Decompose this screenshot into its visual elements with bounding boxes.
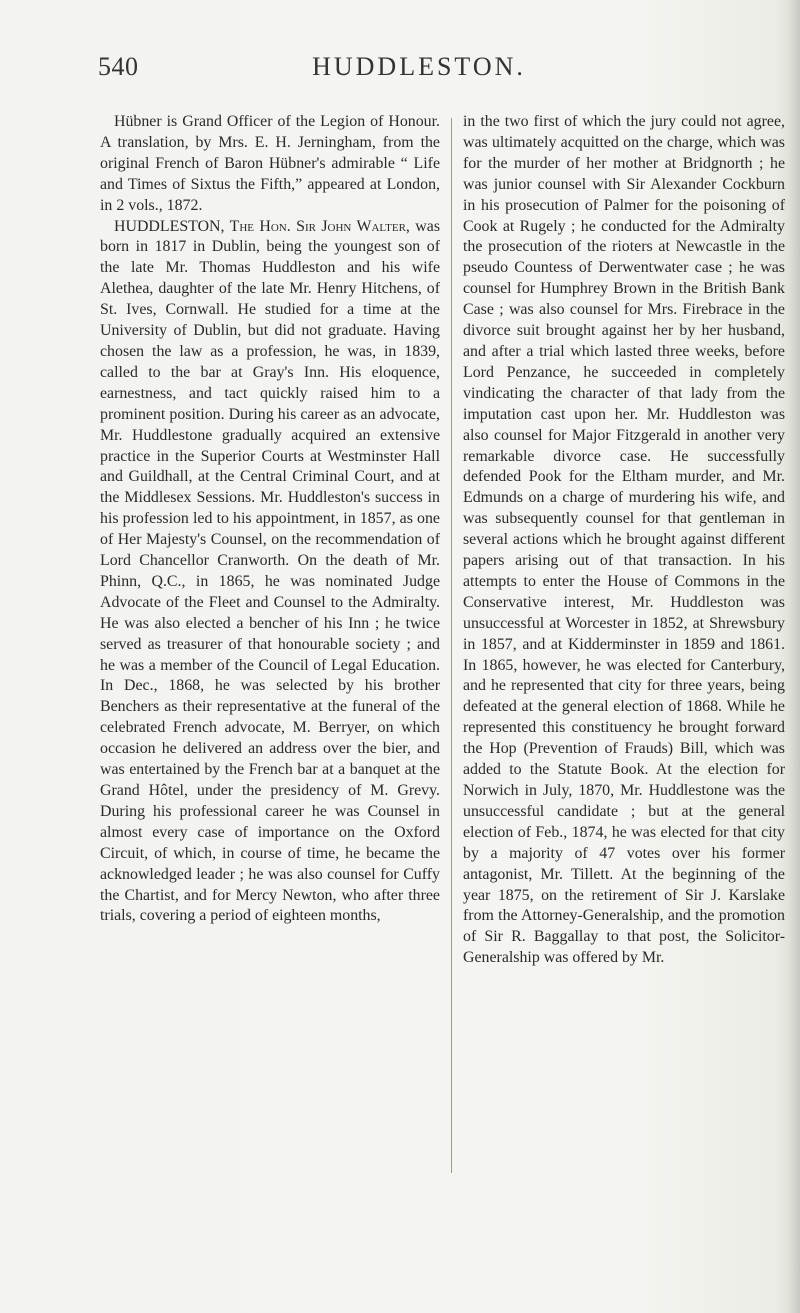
entry-huddleston-continued: in the two first of which the jury could not agree, was ultimately acquitted on the charge, which was for the murder of her mother at Bridgnorth ; he was junior counsel with Sir Alexander Cockburn in his prosecution of Palmer for the poisoning of Cook at Rugely ; he conducted for the Admiralty the prosecution of the rioters at Newcastle in the pseudo Countess of Derwentwater case ; he was counsel for Humphrey Brown in the British Bank Case ; was also counsel for Mrs. Firebrace in the divorce suit brought against her by her husband, and after a trial which lasted three weeks, before Lord Penzance, he succeeded in completely vindicating the character of that lady from the imputation cast upon her. Mr. Huddleston was also counsel for Major Fitzgerald in another very remarkable divorce case. He successfully defended Pook for the Eltham murder, and Mr. Edmunds on a charge of murdering his wife, and was subsequently counsel for that gentleman in several actions which he brought against different papers arising out of that transaction. In his attempts to enter the House of Commons in the Conservative interest, Mr. Huddleston was unsuccessful at Worcester in 1852, at Shrewsbury in 1857, and at Kidderminster in 1859 and 1861. In 1865, however, he was elected for Canterbury, and he represented that city for three years, being defeated at the general election of 1868. While he represented this constituency he brought forward the Hop (Prevention of Frauds) Bill, which was added to the Statute Book. At the election for Norwich in July, 1870, Mr. Huddlestone was the unsuccessful candidate ; but at the general election of Feb., 1874, he was elected for that city by a majority of 47 votes over his former antagonist, Mr. Tillett. At the beginning of the year 1875, on the retirement of Sir J. Karslake from the Attorney-Generalship, and the promotion of Sir R. Baggallay to that post, the Solicitor-Generalship was offered by Mr. [463,113,785,967]
running-title: HUDDLESTON. [312,52,526,81]
paragraph-hubner-ending: Hübner is Grand Officer of the Legion of Honour. A translation, by Mrs. E. H. Jerningham, from the original French of Baron Hübner's admirable “ Life and Times of Sixtus the Fifth,” appeared at London, in 2 vols., 1872. [100,113,440,214]
right-column [463,112,785,969]
entry-heading: HUDDLESTON, The Hon. Sir John Walter, [114,217,410,235]
page-number: 540 [98,52,139,81]
entry-body: was born in 1817 in Dublin, being the youngest son of the late Mr. Thomas Huddleston and his wife Alethea, daughter of the late Mr. Henry Hitchens, of St. Ives, Cornwall. He studied for a time at the University of Dublin, but did not graduate. Having chosen the law as a profession, he was, in 1839, called to the bar at Gray's Inn. His eloquence, earnestness, and tact quickly raised him to a prominent position. During his career as an advocate, Mr. Huddlestone gradually acquired an extensive practice in the Superior Courts at Westminster Hall and Guildhall, at the Central Criminal Court, and at the Middlesex Sessions. Mr. Huddleston's success in his profession led to his appointment, in 1857, as one of Her Majesty's Counsel, on the recommendation of Lord Chancellor Cranworth. On the death of Mr. Phinn, Q.C., in 1865, he was nominated Judge Advocate of the Fleet and Counsel to the Admiralty. He was also elected a bencher of his Inn ; he twice served as treasurer of that honourable society ; and he was a member of the Council of Legal Education. In Dec., 1868, he was selected by his brother Benchers as their representative at the funeral of the celebrated French advocate, M. Berryer, on which occasion he delivered an address over the bier, and was entertained by the French bar at a banquet at the Grand Hôtel, under the presidency of M. Grevy. During his professional career he was Counsel in almost every case of importance on the Oxford Circuit, of which, in course of time, he became the acknowledged leader ; he was also counsel for Cuffy the Chartist, and for Mercy Newton, who after three trials, covering a period of eighteen months, [100,217,441,925]
entry-huddleston [100,217,440,928]
page-edge-shadow [788,0,800,1313]
column-divider [451,118,452,1173]
left-column [100,112,440,927]
page-header [98,52,740,92]
